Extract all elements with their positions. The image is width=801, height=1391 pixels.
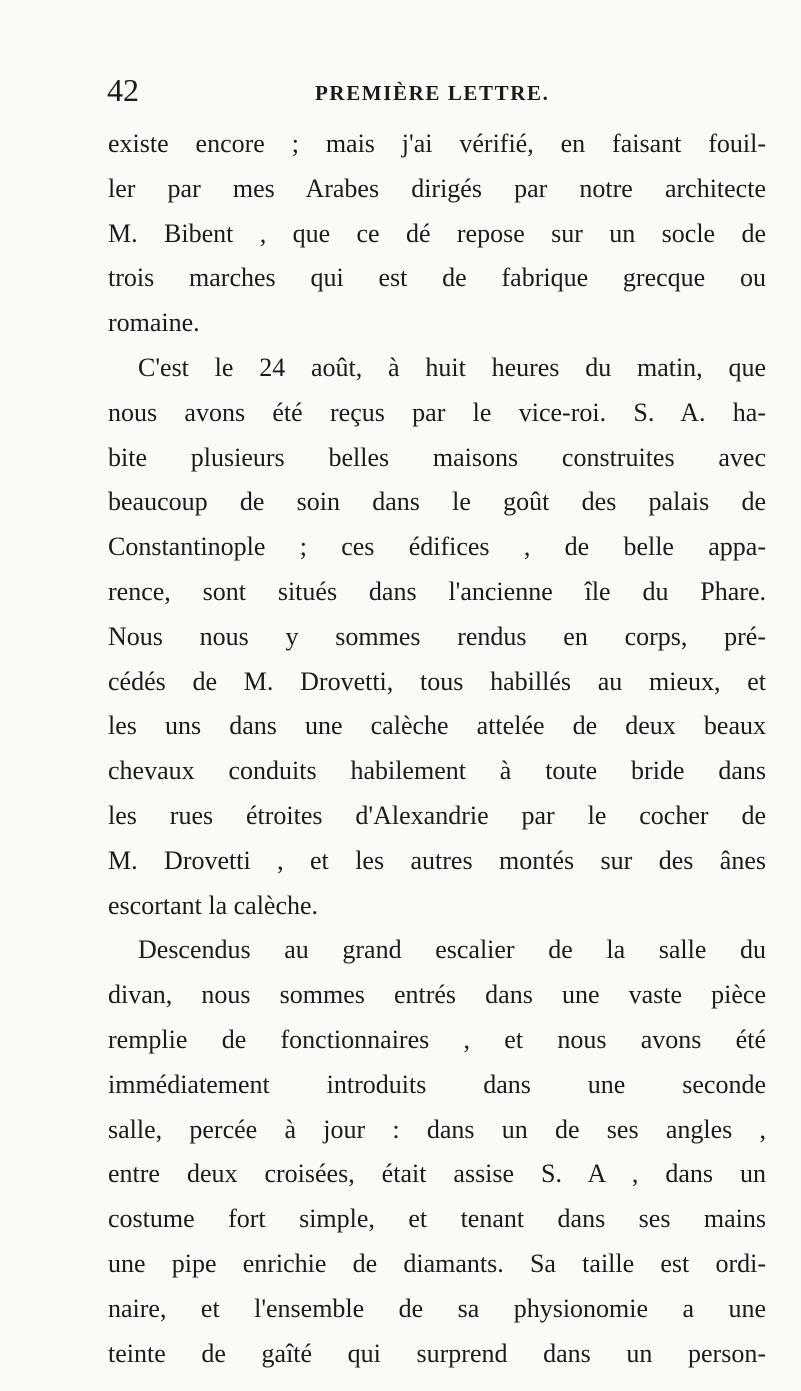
text-line: escortant la calèche. (108, 890, 319, 920)
text-line: costume fort simple, et tenant dans ses mains (108, 1204, 766, 1234)
text-line: ler par mes Arabes dirigés par notre architecte (108, 173, 766, 203)
text-line: salle, percée à jour : dans un de ses angles , (108, 1114, 766, 1144)
text-line: Constantinople ; ces édifices , de belle appa- (108, 532, 766, 562)
text-line: rence, sont situés dans l'ancienne île du Phare. (108, 576, 766, 606)
text-line: existe encore ; mais j'ai vérifié, en faisant fouil- (108, 129, 766, 158)
text-line: nous avons été reçus par le vice-roi. S. A. ha- (108, 397, 766, 427)
text-line: les rues étroites d'Alexandrie par le cocher de (108, 800, 766, 830)
text-line: remplie de fonctionnaires , et nous avons été (108, 1024, 766, 1054)
text-line: beaucoup de soin dans le goût des palais de (108, 487, 766, 517)
text-line: entre deux croisées, était assise S. A , dans un (108, 1159, 766, 1189)
text-line: bite plusieurs belles maisons construites avec (108, 442, 766, 472)
text-line: C'est le 24 août, à huit heures du matin, que (138, 352, 766, 382)
text-line: M. Drovetti , et les autres montés sur des ânes (108, 845, 766, 875)
body-text (108, 122, 766, 1376)
running-head (107, 70, 767, 110)
text-line: Descendus au grand escalier de la salle du (138, 935, 766, 965)
page-number: 42 (107, 72, 139, 108)
text-line: naire, et l'ensemble de sa physionomie a une (108, 1293, 766, 1323)
text-line: trois marches qui est de fabrique grecque ou (108, 263, 766, 293)
text-line: M. Bibent , que ce dé repose sur un socle de (108, 218, 766, 248)
text-line: divan, nous sommes entrés dans une vaste pièce (108, 980, 766, 1010)
text-line: chevaux conduits habilement à toute bride dans (108, 756, 766, 786)
text-line: une pipe enrichie de diamants. Sa taille est ordi- (108, 1248, 766, 1278)
text-line: romaine. (108, 308, 200, 338)
text-line: les uns dans une calèche attelée de deux beaux (108, 711, 766, 741)
running-title: PREMIÈRE LETTRE. (315, 81, 550, 105)
text-line: cédés de M. Drovetti, tous habillés au mieux, et (108, 666, 766, 696)
text-line: immédiatement introduits dans une seconde (108, 1069, 766, 1099)
text-line: teinte de gaîté qui surprend dans un person- (108, 1338, 766, 1368)
text-line: Nous nous y sommes rendus en corps, pré- (108, 621, 766, 651)
